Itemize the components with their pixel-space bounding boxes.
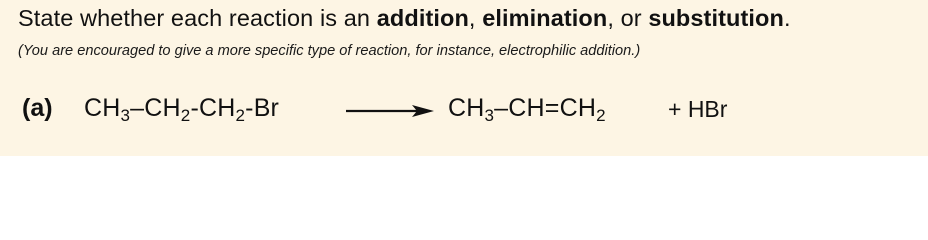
right-arrow-icon: [346, 104, 436, 118]
product-group: CH: [508, 94, 545, 122]
term-substitution: substitution: [648, 5, 784, 31]
reactant-group: CH: [144, 94, 181, 122]
double-bond: =: [544, 94, 560, 122]
product-formula: [448, 92, 606, 124]
bond: -: [245, 94, 254, 122]
instruction-prefix: State whether each reaction is an: [18, 5, 377, 31]
subscript: 2: [596, 106, 606, 125]
product-group: CH: [559, 94, 597, 122]
term-elimination: elimination: [482, 5, 608, 31]
term-addition: addition: [376, 5, 469, 31]
reaction-label: (a): [22, 94, 53, 122]
product-group: CH: [448, 94, 485, 122]
subscript: 2: [235, 106, 246, 125]
byproduct: + HBr: [668, 96, 728, 122]
bond: –: [494, 94, 509, 122]
instruction-separator: , or: [607, 5, 649, 31]
question-instruction: [18, 5, 791, 32]
bond: -: [190, 94, 199, 122]
reactant-formula: [84, 92, 279, 124]
reactant-group: CH: [198, 94, 236, 122]
instruction-suffix: .: [783, 5, 791, 31]
reactant-group: CH: [84, 94, 121, 122]
reactant-group: Br: [253, 94, 280, 122]
instruction-separator: ,: [468, 5, 483, 31]
subscript: 2: [180, 106, 191, 125]
bond: –: [130, 94, 145, 122]
question-hint: (You are encouraged to give a more specific type of reaction, for instance, electrophilic addition.): [18, 43, 641, 59]
subscript: 3: [120, 106, 131, 125]
subscript: 3: [484, 106, 495, 125]
